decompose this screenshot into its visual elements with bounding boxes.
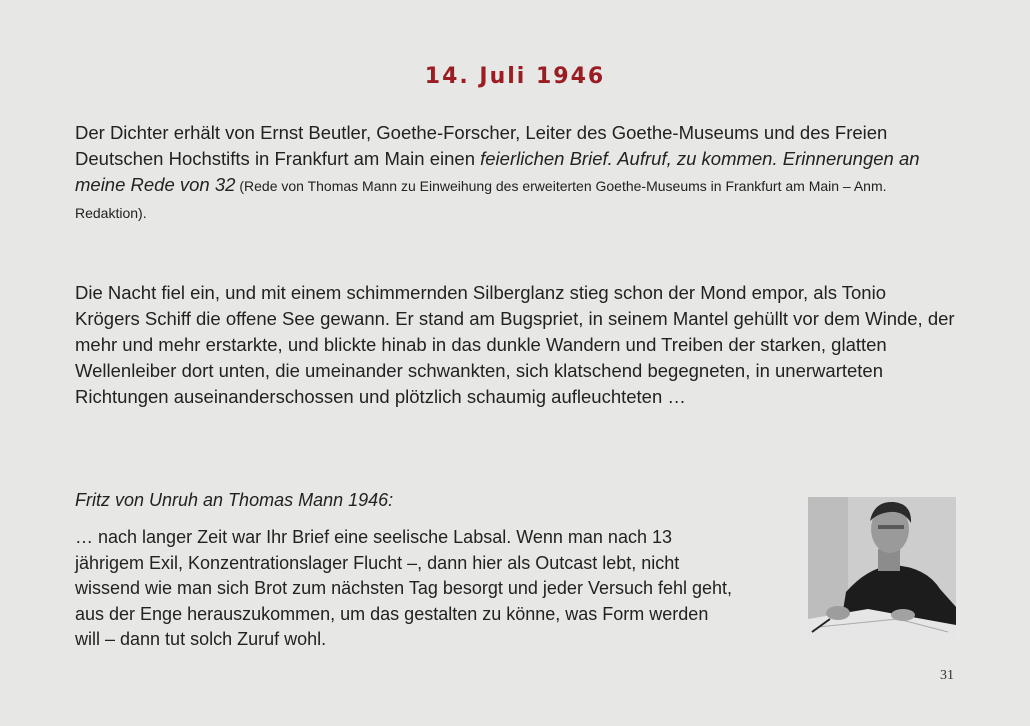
intro-paragraph: [75, 120, 955, 226]
page-number: 31: [940, 668, 954, 683]
quote-text: … nach langer Zeit war Ihr Brief eine seelische Labsal. Wenn man nach 13 jährigem Exil, Konzentrationslager Flucht –, dann hier als Outcast lebt, nicht wissend wie man sich Brot zum nächsten Tag besorgt und jeder Versuch fehl geht, aus der Enge herauszukommen, um das gestalten zu könne, was Form werden will – dann tut solch Zuruf wohl.: [75, 527, 733, 649]
intro-italic: feierlichen Brief. Aufruf, zu kommen. Erinnerungen an meine Rede von 32: [75, 148, 920, 195]
page-title: 14. Juli 1946: [424, 64, 606, 89]
intro-note: (Rede von Thomas Mann zu Einweihung des erweiterten Goethe-Museums in Frankfurt am Main – Anm. Redaktion).: [75, 178, 887, 221]
portrait-illustration: [808, 497, 956, 642]
intro-text: Der Dichter erhält von Ernst Beutler, Goethe-Forscher, Leiter des Goethe-Museums und des Freien Deutschen Hochstifts in Frankfurt am Main einen: [75, 122, 888, 169]
quote-heading: Fritz von Unruh an Thomas Mann 1946:: [75, 490, 394, 510]
portrait-photo: [808, 497, 956, 642]
story-paragraph: Die Nacht fiel ein, und mit einem schimmernden Silberglanz stieg schon der Mond empor, als Tonio Krögers Schiff die offene See gewann. Er stand am Bugspriet, in seinem Mantel gehüllt vor dem Winde, der mehr und mehr erstarkte, und blickte hinab in das dunkle Wandern und Treiben der starken, glatten Wellenleiber dort unten, die umeinander schwankten, sich klatschend begegneten, in unerwarteten Richtungen auseinanderschossen und plötzlich schaumig aufleuchteten …: [75, 282, 955, 407]
